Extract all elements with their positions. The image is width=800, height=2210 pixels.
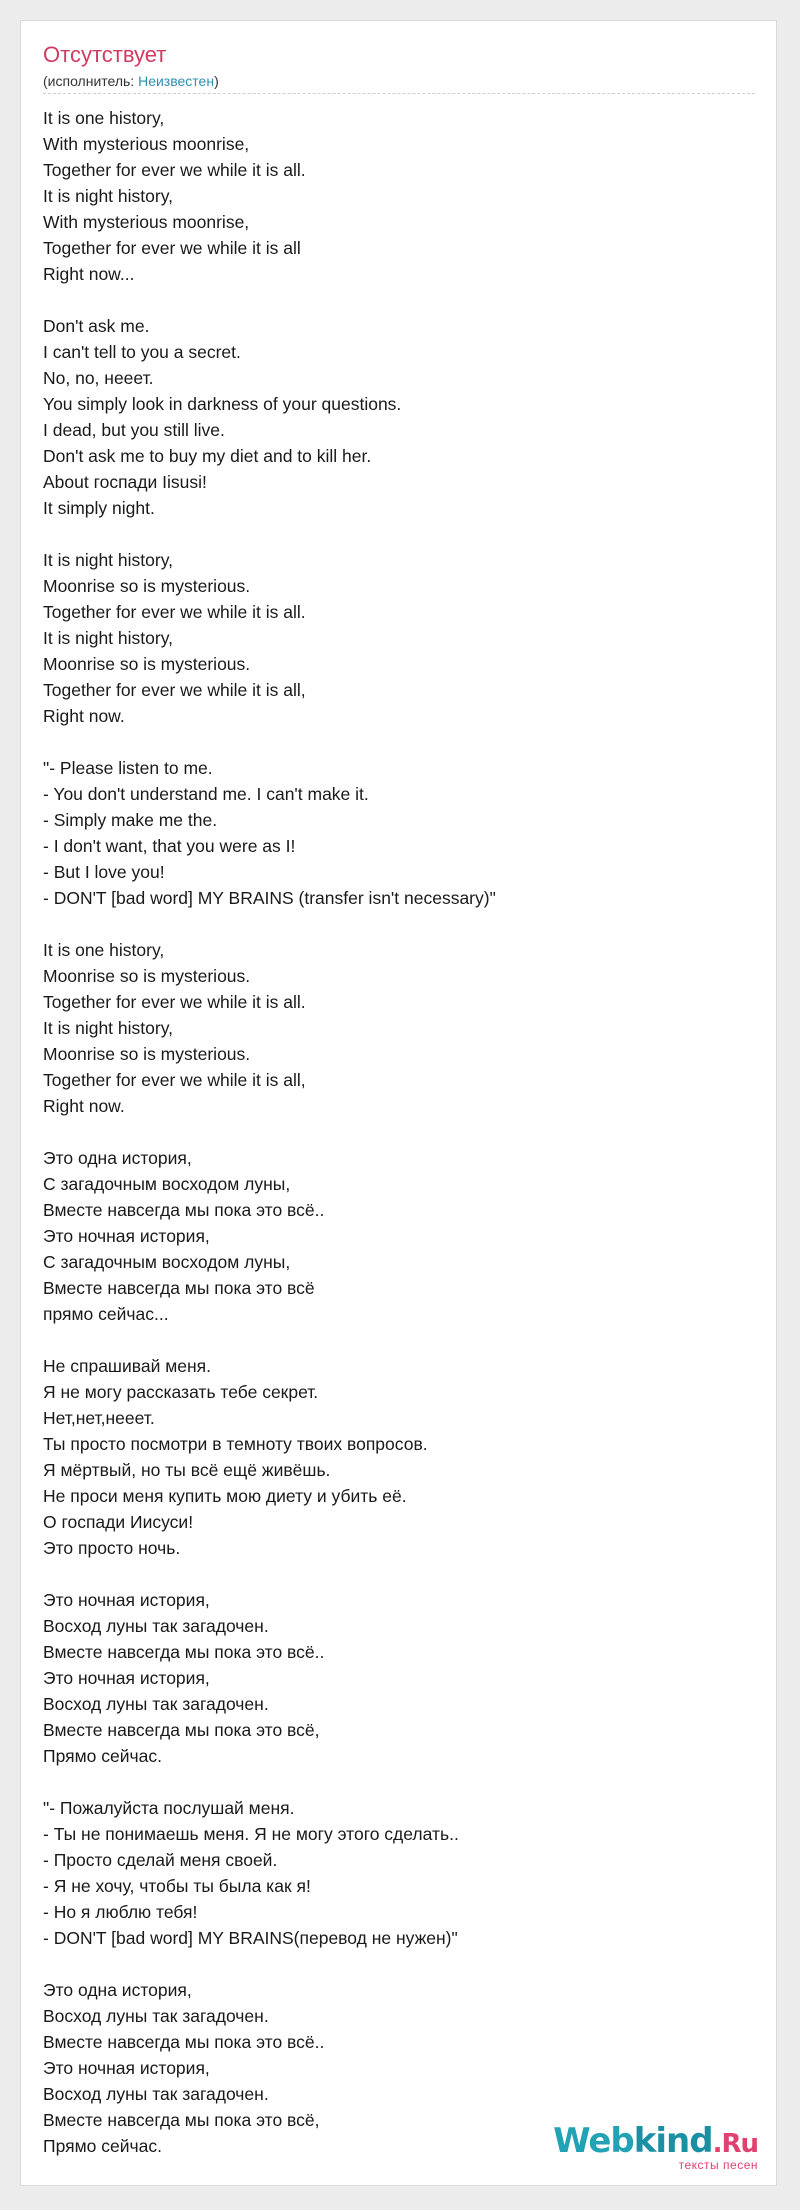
- lyric-line: Это одна история,: [43, 1980, 192, 2000]
- lyric-line: Together for ever we while it is all: [43, 238, 301, 258]
- lyric-line: Together for ever we while it is all.: [43, 992, 306, 1012]
- lyric-line: It simply night.: [43, 498, 155, 518]
- lyric-line: [43, 521, 496, 547]
- lyric-line: Вместе навсегда мы пока это всё..: [43, 2032, 325, 2052]
- lyric-line: - Я не хочу, чтобы ты была как я!: [43, 1876, 311, 1896]
- lyric-line: Together for ever we while it is all.: [43, 602, 306, 622]
- lyric-line: It is night history,: [43, 550, 174, 570]
- lyric-line: It is one history,: [43, 940, 165, 960]
- lyric-line: I dead, but you still live.: [43, 420, 225, 440]
- lyric-line: With mysterious moonrise,: [43, 134, 250, 154]
- lyric-line: - DON'T [bad word] MY BRAINS(перевод не нужен)": [43, 1928, 458, 1948]
- lyric-line: [43, 1327, 496, 1353]
- lyric-line: Вместе навсегда мы пока это всё,: [43, 1720, 320, 1740]
- lyric-line: Moonrise so is mysterious.: [43, 576, 251, 596]
- lyric-line: You simply look in darkness of your questions.: [43, 394, 402, 414]
- lyric-line: Вместе навсегда мы пока это всё: [43, 1278, 315, 1298]
- lyric-line: I can't tell to you a secret.: [43, 342, 241, 362]
- lyric-line: No, no, нееет.: [43, 368, 154, 388]
- lyric-line: Вместе навсегда мы пока это всё..: [43, 1200, 325, 1220]
- lyric-line: Это просто ночь.: [43, 1538, 181, 1558]
- lyric-line: Moonrise so is mysterious.: [43, 1044, 251, 1064]
- lyric-line: Right now.: [43, 706, 125, 726]
- lyric-line: Right now.: [43, 1096, 125, 1116]
- lyric-line: прямо сейчас...: [43, 1304, 169, 1324]
- lyric-line: [43, 729, 496, 755]
- logo-kind-text: kind: [633, 2121, 713, 2161]
- lyric-line: Ты просто посмотри в темноту твоих вопросов.: [43, 1434, 428, 1454]
- lyric-line: - You don't understand me. I can't make it.: [43, 784, 369, 804]
- lyric-line: [43, 1561, 496, 1587]
- lyric-line: It is night history,: [43, 186, 174, 206]
- lyric-line: - Simply make me the.: [43, 810, 218, 830]
- lyric-line: Don't ask me.: [43, 316, 150, 336]
- lyric-line: Это одна история,: [43, 1148, 192, 1168]
- lyric-line: Восход луны так загадочен.: [43, 1694, 269, 1714]
- lyric-line: Это ночная история,: [43, 1226, 210, 1246]
- logo-web-text: Web: [553, 2121, 634, 2161]
- lyric-line: Не спрашивай меня.: [43, 1356, 211, 1376]
- lyric-line: - DON'T [bad word] MY BRAINS (transfer isn't necessary)": [43, 888, 496, 908]
- lyric-line: О госпади Иисуси!: [43, 1512, 194, 1532]
- lyric-line: Не проси меня купить мою диету и убить её.: [43, 1486, 407, 1506]
- artist-prefix: (исполнитель:: [43, 73, 139, 89]
- artist-line: [43, 72, 219, 90]
- lyric-line: Together for ever we while it is all.: [43, 160, 306, 180]
- lyric-line: Together for ever we while it is all,: [43, 1070, 306, 1090]
- lyric-line: "- Пожалуйста послушай меня.: [43, 1798, 295, 1818]
- lyric-line: Это ночная история,: [43, 1590, 210, 1610]
- lyric-line: It is night history,: [43, 628, 174, 648]
- lyric-line: It is night history,: [43, 1018, 174, 1038]
- lyric-line: Right now...: [43, 264, 135, 284]
- lyrics-text: [43, 105, 496, 2159]
- lyric-line: - Но я люблю тебя!: [43, 1902, 198, 1922]
- lyrics-card: [20, 20, 777, 2186]
- song-title: Отсутствует: [43, 42, 167, 67]
- lyric-line: Вместе навсегда мы пока это всё..: [43, 1642, 325, 1662]
- lyric-line: - Ты не понимаешь меня. Я не могу этого сделать..: [43, 1824, 459, 1844]
- lyric-line: С загадочным восходом луны,: [43, 1174, 291, 1194]
- lyric-line: Вместе навсегда мы пока это всё,: [43, 2110, 320, 2130]
- lyric-line: Это ночная история,: [43, 1668, 210, 1688]
- lyric-line: Moonrise so is mysterious.: [43, 654, 251, 674]
- lyric-line: Прямо сейчас.: [43, 1746, 162, 1766]
- lyric-line: Это ночная история,: [43, 2058, 210, 2078]
- lyric-line: Moonrise so is mysterious.: [43, 966, 251, 986]
- lyric-line: - Просто сделай меня своей.: [43, 1850, 278, 1870]
- lyric-line: - But I love you!: [43, 862, 165, 882]
- lyric-line: About госпади Iisusi!: [43, 472, 207, 492]
- lyric-line: Восход луны так загадочен.: [43, 2084, 269, 2104]
- lyric-line: - I don't want, that you were as I!: [43, 836, 296, 856]
- lyric-line: Восход луны так загадочен.: [43, 2006, 269, 2026]
- lyric-line: Я мёртвый, но ты всё ещё живёшь.: [43, 1460, 331, 1480]
- lyric-line: [43, 911, 496, 937]
- lyric-line: It is one history,: [43, 108, 165, 128]
- lyric-line: "- Please listen to me.: [43, 758, 213, 778]
- lyric-line: [43, 1769, 496, 1795]
- artist-suffix: ): [214, 73, 219, 89]
- title-divider: [43, 93, 755, 94]
- lyric-line: Восход луны так загадочен.: [43, 1616, 269, 1636]
- lyric-line: Прямо сейчас.: [43, 2136, 162, 2156]
- logo-tagline: тексты песен: [678, 2158, 758, 2172]
- logo-tld-text: .Ru: [712, 2129, 758, 2159]
- lyric-line: С загадочным восходом луны,: [43, 1252, 291, 1272]
- lyric-line: [43, 1119, 496, 1145]
- lyric-line: [43, 1951, 496, 1977]
- lyric-line: Нет,нет,нееет.: [43, 1408, 155, 1428]
- webkind-logo[interactable]: [553, 2123, 758, 2171]
- lyric-line: With mysterious moonrise,: [43, 212, 250, 232]
- lyric-line: Я не могу рассказать тебе секрет.: [43, 1382, 319, 1402]
- lyric-line: Don't ask me to buy my diet and to kill her.: [43, 446, 372, 466]
- lyric-line: [43, 287, 496, 313]
- artist-link[interactable]: Неизвестен: [138, 73, 215, 89]
- lyric-line: Together for ever we while it is all,: [43, 680, 306, 700]
